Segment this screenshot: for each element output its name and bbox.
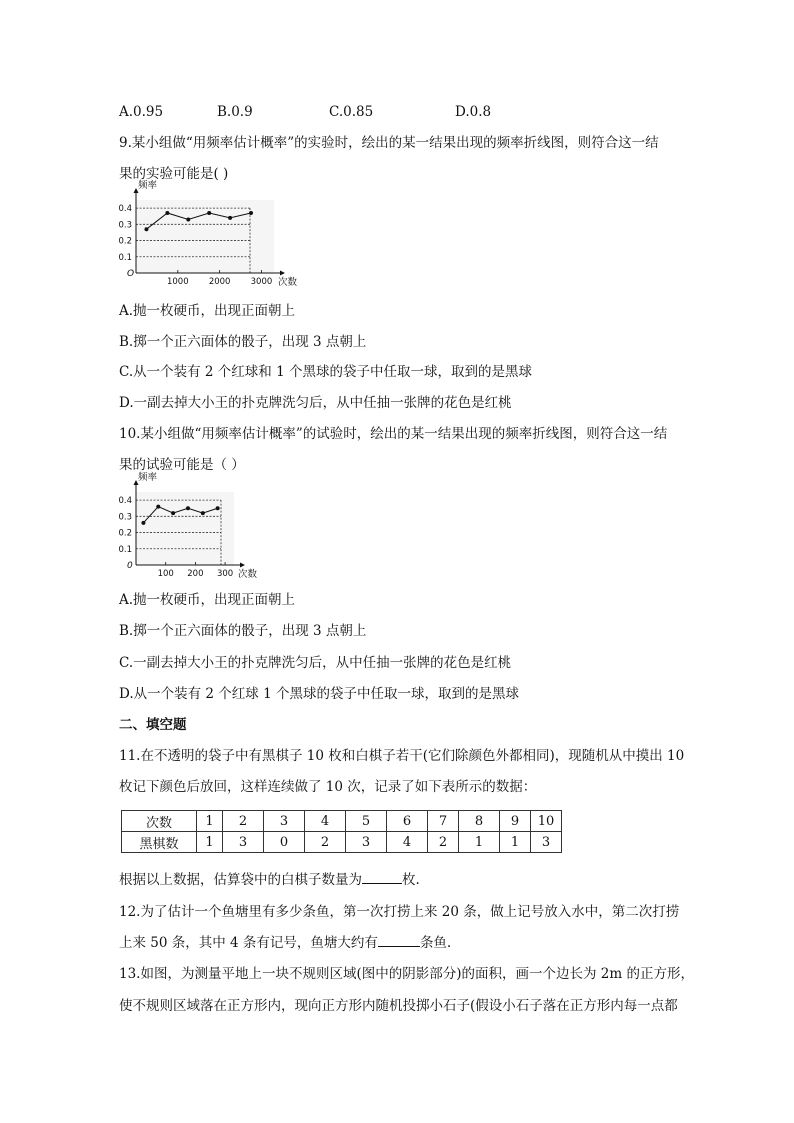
y-tick-label: 0.1 bbox=[118, 252, 132, 263]
q11-data-table bbox=[121, 810, 562, 853]
table-cell: 4 bbox=[305, 811, 346, 832]
q13-stem-line2: 使不规则区域落在正方形内，现向正方形内随机投掷小石子(假设小石子落在正方形内每一点都 bbox=[119, 998, 678, 1014]
table-row-counts bbox=[122, 811, 562, 832]
x-tick-label: 200 bbox=[187, 569, 204, 579]
table-cell: 2 bbox=[428, 832, 459, 853]
table-cell: 2 bbox=[305, 832, 346, 853]
table-cell: 1 bbox=[197, 832, 223, 853]
q11-answer-suffix: 枚. bbox=[402, 872, 420, 888]
q9-stem-line2: 果的实验可能是( ) bbox=[119, 166, 229, 182]
y-axis-label: 频率 bbox=[138, 472, 158, 483]
table-cell: 1 bbox=[459, 832, 500, 853]
chart-background bbox=[136, 492, 234, 565]
q8-option-b: B.0.9 bbox=[217, 104, 253, 120]
q9-option-b: B.掷一个正六面体的骰子，出现 3 点朝上 bbox=[119, 334, 367, 350]
section-title: 二、填空题 bbox=[119, 717, 187, 733]
q10-stem-line1: 10.某小组做“用频率估计概率”的试验时，绘出的某一结果出现的频率折线图，则符合这一结 bbox=[119, 426, 668, 442]
x-tick-label: 300 bbox=[216, 569, 234, 579]
y-axis-label: 频率 bbox=[138, 180, 158, 191]
q10-option-a: A.抛一枚硬币，出现正面朝上 bbox=[119, 592, 296, 608]
q11-answer-prefix: 根据以上数据，估算袋中的白棋子数量为 bbox=[119, 872, 362, 888]
q9-stem-line1: 9.某小组做“用频率估计概率”的实验时，绘出的某一结果出现的频率折线图，则符合这一结 bbox=[119, 135, 659, 151]
x-tick-label: 1000 bbox=[166, 277, 189, 287]
table-header-cell: 黑棋数 bbox=[122, 832, 197, 853]
table-cell: 3 bbox=[223, 832, 264, 853]
q10-stem-line2: 果的试验可能是（ ） bbox=[119, 457, 245, 473]
table-cell: 3 bbox=[531, 832, 562, 853]
data-point bbox=[156, 505, 160, 509]
data-point bbox=[141, 521, 145, 525]
x-tick-label: 3000 bbox=[250, 277, 273, 287]
q8-option-c: C.0.85 bbox=[329, 104, 374, 120]
origin-label: 0 bbox=[127, 561, 133, 571]
table-cell: 9 bbox=[500, 811, 531, 832]
table-cell: 0 bbox=[264, 832, 305, 853]
y-tick-label: 0.3 bbox=[118, 220, 132, 231]
data-point bbox=[165, 211, 169, 215]
y-tick-label: 0.4 bbox=[118, 496, 132, 507]
x-tick-label: 2000 bbox=[208, 277, 231, 287]
q11-stem-line1: 11.在不透明的袋子中有黑棋子 10 枚和白棋子若干(它们除颜色外都相同)，现随机从中摸出 10 bbox=[119, 748, 685, 764]
q12-answer-blank[interactable] bbox=[378, 934, 420, 947]
y-tick-label: 0.4 bbox=[118, 204, 132, 215]
x-axis-label: 次数 bbox=[278, 277, 298, 288]
data-point bbox=[228, 216, 232, 220]
data-point bbox=[216, 506, 220, 510]
y-tick-label: 0.1 bbox=[118, 544, 132, 555]
table-cell: 4 bbox=[387, 832, 428, 853]
data-point bbox=[144, 227, 148, 231]
table-cell: 6 bbox=[387, 811, 428, 832]
q13-stem-line1: 13.如图，为测量平地上一块不规则区域(图中的阴影部分)的面积，画一个边长为 2m 的正方形， bbox=[119, 966, 694, 982]
y-tick-label: 0.3 bbox=[118, 512, 132, 523]
table-cell: 3 bbox=[264, 811, 305, 832]
x-tick-label: 100 bbox=[157, 569, 174, 579]
table-cell: 1 bbox=[500, 832, 531, 853]
q10-option-d: D.从一个装有 2 个红球 1 个黑球的袋子中任取一球，取到的是黑球 bbox=[119, 686, 519, 702]
q9-option-c: C.从一个装有 2 个红球和 1 个黑球的袋子中任取一球，取到的是黑球 bbox=[119, 364, 532, 380]
x-axis-label: 次数 bbox=[238, 569, 258, 580]
table-header-cell: 次数 bbox=[122, 811, 197, 832]
x-axis-arrow bbox=[240, 563, 245, 568]
q8-option-a: A.0.95 bbox=[119, 104, 164, 120]
q10-option-b: B.掷一个正六面体的骰子，出现 3 点朝上 bbox=[119, 623, 367, 639]
table-cell: 7 bbox=[428, 811, 459, 832]
data-point bbox=[171, 511, 175, 515]
q11-answer-blank[interactable] bbox=[362, 871, 402, 884]
data-point bbox=[207, 211, 211, 215]
q8-option-d: D.0.8 bbox=[455, 104, 492, 120]
chart-background bbox=[136, 200, 274, 273]
q12-line2-suffix: 条鱼. bbox=[419, 935, 452, 951]
q12-line2-prefix: 上来 50 条，其中 4 条有记号，鱼塘大约有 bbox=[119, 935, 378, 951]
data-point bbox=[201, 511, 205, 515]
data-point bbox=[186, 506, 190, 510]
q9-option-a: A.抛一枚硬币，出现正面朝上 bbox=[119, 303, 296, 319]
q12-stem-line1: 12.为了估计一个鱼塘里有多少条鱼，第一次打捞上来 20 条，做上记号放入水中，第二次打捞 bbox=[119, 904, 680, 920]
q9-option-d: D.一副去掉大小王的扑克牌洗匀后，从中任抽一张牌的花色是红桃 bbox=[119, 395, 512, 411]
origin-label: O bbox=[127, 269, 135, 279]
table-cell: 10 bbox=[531, 811, 562, 832]
data-point bbox=[249, 211, 253, 215]
table-cell: 1 bbox=[197, 811, 223, 832]
y-tick-label: 0.2 bbox=[118, 528, 132, 539]
table-cell: 2 bbox=[223, 811, 264, 832]
q10-frequency-chart bbox=[114, 472, 259, 582]
table-cell: 5 bbox=[346, 811, 387, 832]
data-point bbox=[186, 217, 190, 221]
q9-frequency-chart bbox=[114, 180, 299, 288]
q11-stem-line2: 枚记下颜色后放回，这样连续做了 10 次，记录了如下表所示的数据： bbox=[119, 779, 537, 795]
x-axis-arrow bbox=[280, 271, 285, 276]
table-row-black bbox=[122, 832, 562, 853]
q12-stem-line2 bbox=[119, 934, 451, 952]
y-tick-label: 0.2 bbox=[118, 236, 132, 247]
q8-options bbox=[119, 103, 491, 121]
table-cell: 3 bbox=[346, 832, 387, 853]
q11-answer-line bbox=[119, 871, 420, 889]
q10-option-c: C.一副去掉大小王的扑克牌洗匀后，从中任抽一张牌的花色是红桃 bbox=[119, 655, 512, 671]
table-cell: 8 bbox=[459, 811, 500, 832]
